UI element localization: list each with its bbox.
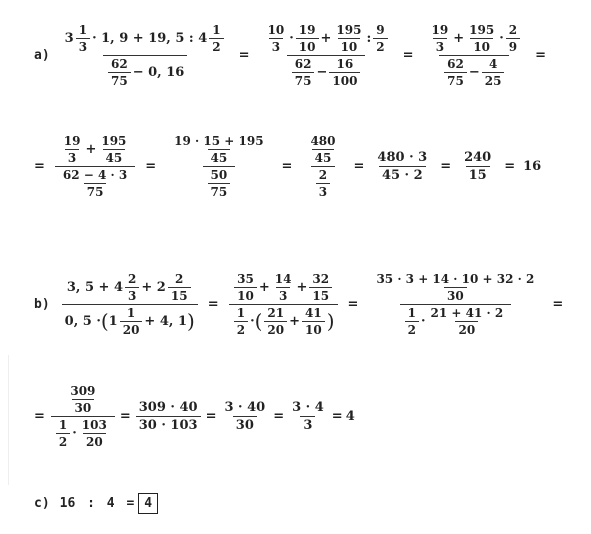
part-a-line-1: a) 3 $\frac{1}{3}$ · 1, 9 + 19, 5 : 4 $\frac{1}{2}$ $\frac{62}{75}$ − 0, 16 = $\frac{10}{3}$ · $\frac{19}{10}$ + $\frac{195}{10}$ : $\frac{9}{2}$ $\frac{62}{75}$ − $\frac{16}{100}$ = $\frac{19}{3}$ + $\frac{195}{10}$ · $\frac{2}{9}$ $\frac{62}{75}$ − $\frac{4}{25}$ = (34, 22, 547, 88)
b-step3-fraction: $\frac{35 \cdot 3 + 14 \cdot 10 + 32 \cdot 2}{30}$ $\frac{1}{2}$ · $\frac{21 + 41 \cdot 2}{20}$ (376, 271, 535, 337)
part-a-label: a) (34, 47, 50, 63)
b-step6-fraction: $\frac{3 \cdot 40}{30}$ (224, 399, 266, 433)
part-c-expression: 16 : 4 = (59, 495, 135, 511)
b-result: 4 (345, 408, 355, 424)
b-step5-fraction: $\frac{309 \cdot 40}{30 \cdot 103}$ (136, 400, 201, 433)
a-step2-fraction: $\frac{10}{3}$ · $\frac{19}{10}$ + $\frac{195}{10}$ : $\frac{9}{2}$ $\frac{62}{75}$ − $\frac{16}{100}$ (260, 23, 393, 88)
part-b-line-1: b) 3, 5 + 4 $\frac{2}{3}$ + 2 $\frac{2}{15}$ 0, 5 · ( 1 $\frac{1}{20}$ + 4, 1 ) = $\frac{35}{10}$ + $\frac{14}{3}$ + $\frac{32}{15}$ $\frac{1}{2}$ · ( $\frac{21}{20}$ + $\frac{41}{10}$ ) = $\frac{35 \cdot 3 + 14 \cdot 10 + 32 \cdot 2}{30}$ $\frac{1}{2}$ · $\frac{21 + 41 \cdot 2}{20}$ = (34, 271, 564, 337)
a-step1-fraction: 3 $\frac{1}{3}$ · 1, 9 + 19, 5 : 4 $\frac{1}{2}$ $\frac{62}{75}$ − 0, 16 (62, 23, 229, 88)
a-step6-fraction: $\frac{\frac{480}{45}}{\frac{2}{3}}$ (310, 133, 336, 199)
a-step3-fraction: $\frac{19}{3}$ + $\frac{195}{10}$ · $\frac{2}{9}$ $\frac{62}{75}$ − $\frac{4}{25}$ (424, 23, 526, 88)
b-step1-fraction: 3, 5 + 4 $\frac{2}{3}$ + 2 $\frac{2}{15}$ 0, 5 · ( 1 $\frac{1}{20}$ + 4, 1 ) (62, 272, 198, 337)
a-step5-fraction: $\frac{\frac{19 \cdot 15 + 195}{45}}{\frac{50}{75}}$ (174, 133, 264, 199)
b-step2-fraction: $\frac{35}{10}$ + $\frac{14}{3}$ + $\frac{32}{15}$ $\frac{1}{2}$ · ( $\frac{21}{20}$ + $\frac{41}{10}$ ) (229, 272, 338, 337)
part-c-label: c) (34, 495, 50, 511)
answer-box: 4 (138, 493, 158, 514)
b-step7-fraction: $\frac{3 \cdot 4}{3}$ (292, 399, 324, 433)
a-step7-fraction: $\frac{480 \cdot 3}{45 \cdot 2}$ (377, 149, 428, 183)
a-step8-fraction: $\frac{240}{15}$ (464, 149, 492, 183)
part-c-line (34, 490, 158, 516)
part-b-label: b) (34, 296, 50, 312)
b-step4-fraction: $\frac{309}{30}$ $\frac{1}{2}$ · $\frac{103}{20}$ (51, 384, 115, 449)
part-b-line-2: = $\frac{309}{30}$ $\frac{1}{2}$ · $\frac{103}{20}$ = $\frac{309 \cdot 40}{30 \cdot 103}$ = $\frac{3 \cdot 40}{30}$ = $\frac{3 \cdot 4}{3}$ = 4 (34, 383, 355, 449)
a-step4-fraction: $\frac{19}{3}$ + $\frac{195}{45}$ $\frac{62 - 4 \cdot 3}{75}$ (55, 134, 135, 199)
a-result: 16 (523, 158, 542, 174)
part-a-line-2: = $\frac{19}{3}$ + $\frac{195}{45}$ $\frac{62 - 4 \cdot 3}{75}$ = $\frac{\frac{19 \cdot 15 + 195}{45}}{\frac{50}{75}}$ = $\frac{\frac{480}{45}}{\frac{2}{3}}$ = $\frac{480 \cdot 3}{45 \cdot 2}$ = $\frac{240}{15}$ = 16 (34, 133, 542, 199)
edge-shadow (8, 355, 9, 485)
